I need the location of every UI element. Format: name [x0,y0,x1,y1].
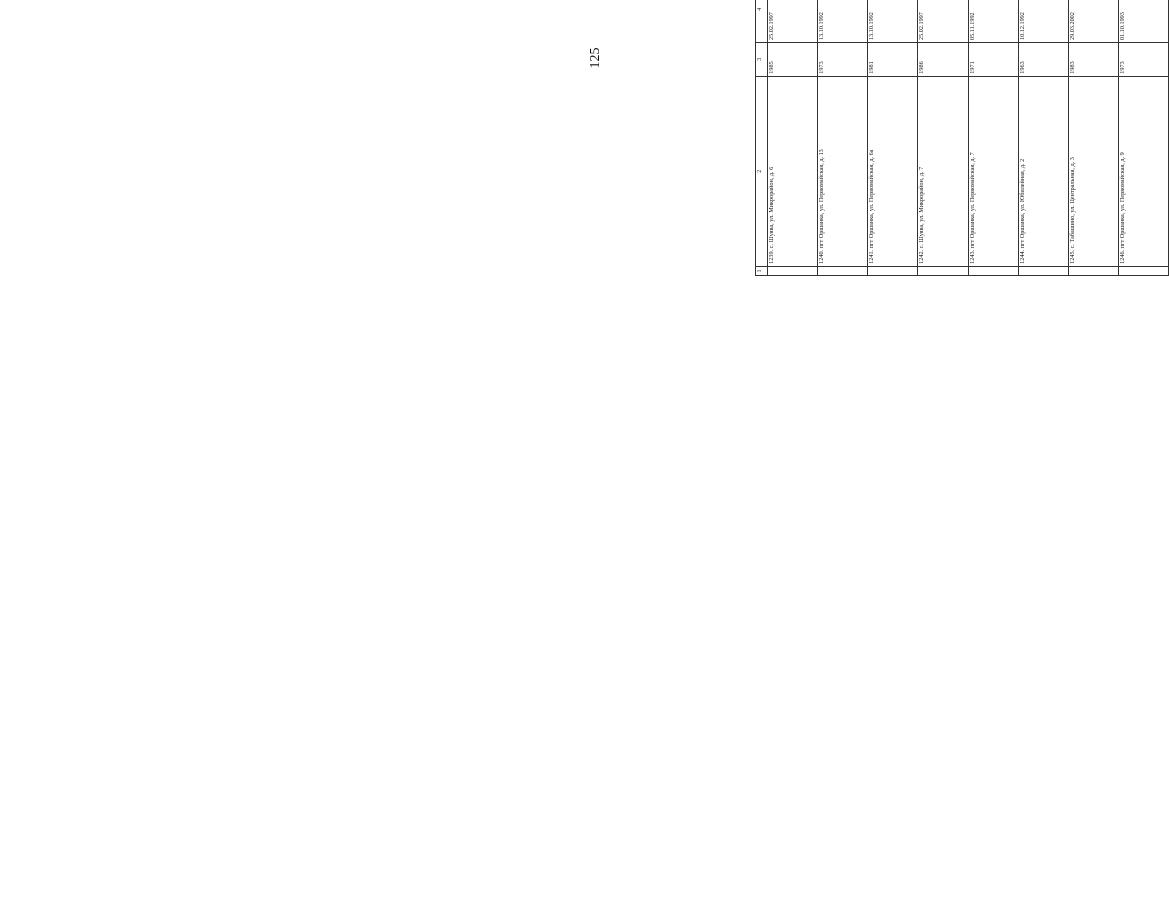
address-cell: 1241. пгт Оршанка, ул. Первомайская, д. 6а [868,76,918,266]
address-cell: 1246. пгт Оршанка, ул. Первомайская, д. 9 [1118,76,1168,266]
row-spacer-cell [1068,266,1118,275]
table-row [968,0,1018,276]
address-cell: 1240. пгт Оршанка, ул. Первомайская, д. 13 [818,76,868,266]
year-built-cell: 1985 [768,42,818,76]
row-spacer-cell [918,266,968,275]
date-cell: 29.03.2002 [1068,0,1118,42]
date-cell: 13.10.1992 [868,0,918,42]
housing-repair-table [755,0,1169,276]
row-spacer-cell [1018,266,1068,275]
date-cell: 10.12.1992 [1018,0,1068,42]
address-cell: 1242. с. Шуява, ул. Микрорайон, д. 7 [918,76,968,266]
table-row [1068,0,1118,276]
date-cell: 25.02.1997 [918,0,968,42]
row-spacer-cell [868,266,918,275]
row-spacer-cell [818,266,868,275]
address-cell: 1243. пгт Оршанка, ул. Первомайская, д. 7 [968,76,1018,266]
date-cell: 05.11.1992 [968,0,1018,42]
year-built-cell: 1971 [968,42,1018,76]
page-number: 125 [588,47,603,69]
table-row [1118,0,1168,276]
address-cell: 1244. пгт Оршанка, ул. Юбилейная, д. 2 [1018,76,1068,266]
year-built-cell: 1981 [868,42,918,76]
column-number-row [756,0,768,276]
year-built-cell: 1983 [1068,42,1118,76]
table-row [1018,0,1068,276]
row-spacer-cell [1118,266,1168,275]
column-number: 4 [756,0,768,42]
column-number: 2 [756,76,768,266]
row-spacer-cell [968,266,1018,275]
table-body [768,0,1169,276]
year-built-cell: 1963 [1018,42,1068,76]
address-cell: 1245. с. Табашино, ул. Центральная, д. 3 [1068,76,1118,266]
table-row [768,0,818,276]
address-cell: 1239. с. Шуява, ул. Микрорайон, д. 6 [768,76,818,266]
table-row [868,0,918,276]
date-cell: 01.10.1993 [1118,0,1168,42]
table-row [918,0,968,276]
year-built-cell: 1986 [918,42,968,76]
year-built-cell: 1973 [1118,42,1168,76]
year-built-cell: 1973 [818,42,868,76]
column-number: 3 [756,42,768,76]
date-cell: 13.10.1992 [818,0,868,42]
column-number: 1 [756,266,768,275]
table-row [818,0,868,276]
row-spacer-cell [768,266,818,275]
date-cell: 25.02.1997 [768,0,818,42]
